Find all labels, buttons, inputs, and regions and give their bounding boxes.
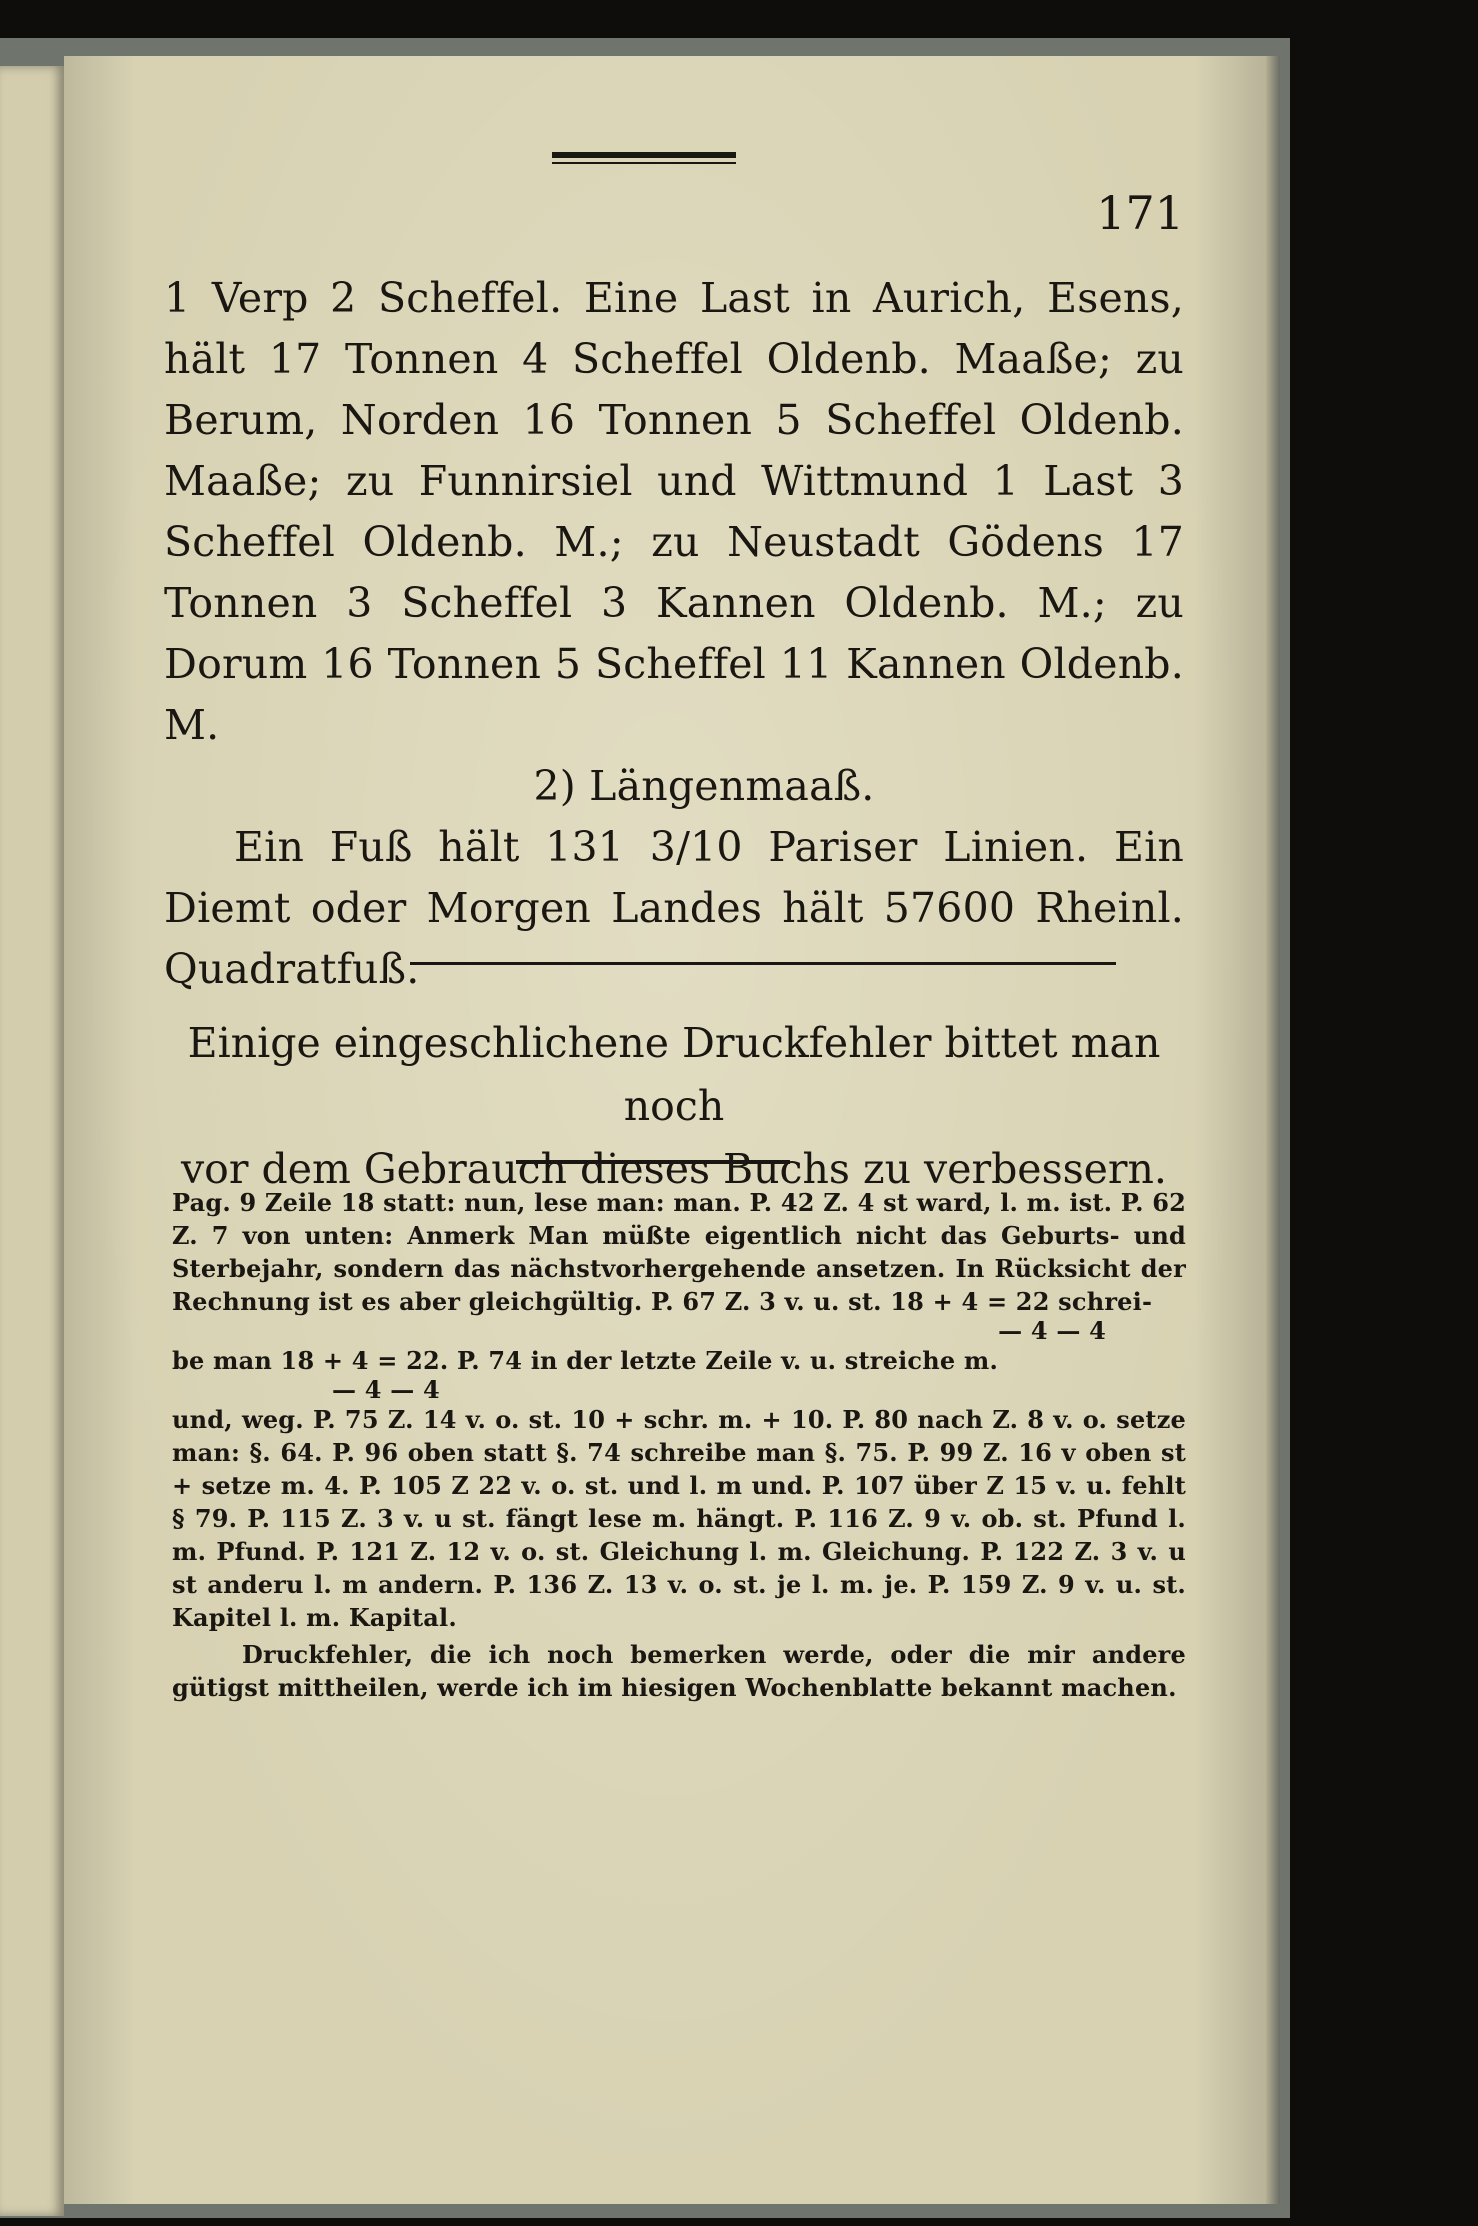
book-page bbox=[64, 56, 1266, 2204]
errata-notice bbox=[164, 1012, 1184, 1201]
notice-line-1: Einige eingeschlichene Druckfehler bittet man noch bbox=[187, 1019, 1161, 1130]
section-heading: 2) Längenmaaß. bbox=[533, 762, 875, 810]
page-right-edge bbox=[1266, 56, 1280, 2204]
paragraph-length: Ein Fuß hält 131 3/10 Pariser Linien. Ein Diemt oder Morgen Landes hält 57600 Rheinl. Quadratfuß. bbox=[164, 823, 1184, 993]
separator-rule bbox=[410, 962, 1116, 965]
errata-subscript-2: — 4 — 4 bbox=[332, 1375, 440, 1404]
errata-part-3: und, weg. P. 75 Z. 14 v. o. st. 10 + schr. m. + 10. P. 80 nach Z. 8 v. o. setze man: §. 64. P. 96 oben statt §. 74 schreibe man §. 75. P. 99 Z. 16 v oben st + setze m. 4. P. 105 Z 22 v. o. st. und l. m und. P. 107 über Z 15 v. u. fehlt § 79. P. 115 Z. 3 v. u st. fängt lese m. hängt. P. 116 Z. 9 v. ob. st. Pfund l. m. Pfund. P. 121 Z. 12 v. o. st. Gleichung l. m. Gleichung. P. 122 Z. 3 v. u st anderu l. m andern. P. 136 Z. 13 v. o. st. je l. m. je. P. 159 Z. 9 v. u. st. Kapitel l. m. Kapital. bbox=[172, 1405, 1186, 1632]
errata-closing: Druckfehler, die ich noch bemerken werde, oder die mir andere gütigst mittheilen, werde ich im hiesigen Wochenblatte bekannt machen. bbox=[172, 1640, 1186, 1702]
page-number: 171 bbox=[1096, 186, 1184, 240]
errata-subscript-1: — 4 — 4 bbox=[998, 1316, 1106, 1345]
errata-part-2: be man 18 + 4 = 22. P. 74 in der letzte Zeile v. u. streiche m. bbox=[172, 1346, 999, 1375]
errata-part-1: Pag. 9 Zeile 18 statt: nun, lese man: man. P. 42 Z. 4 st ward, l. m. ist. P. 62 Z. 7 von unten: Anmerk Man müßte eigentlich nicht das Geburts- und Sterbejahr, sondern das nächstvorhergehende ansetzen. In Rücksicht der Rechnung ist es aber gleichgültig. P. 67 Z. 3 v. u. st. 18 + 4 = 22 schrei- bbox=[172, 1188, 1186, 1316]
facing-page-edge bbox=[0, 66, 64, 2216]
paragraph-measures: 1 Verp 2 Scheffel. Eine Last in Aurich, Esens, hält 17 Tonnen 4 Scheffel Oldenb. Maaße; zu Berum, Norden 16 Tonnen 5 Scheffel Oldenb. Maaße; zu Funnirsiel und Wittmund 1 Last 3 Scheffel Oldenb. M.; zu Neustadt Gödens 17 Tonnen 3 Scheffel 3 Kannen Oldenb. M.; zu Dorum 16 Tonnen 5 Scheffel 11 Kannen Oldenb. M. bbox=[164, 274, 1184, 749]
short-separator-rule bbox=[516, 1160, 790, 1164]
errata-list bbox=[172, 1186, 1186, 1704]
main-text bbox=[164, 268, 1184, 1000]
header-rule bbox=[552, 152, 736, 164]
notice-line-2: vor dem Gebrauch dieses Buchs zu verbessern. bbox=[181, 1145, 1167, 1193]
